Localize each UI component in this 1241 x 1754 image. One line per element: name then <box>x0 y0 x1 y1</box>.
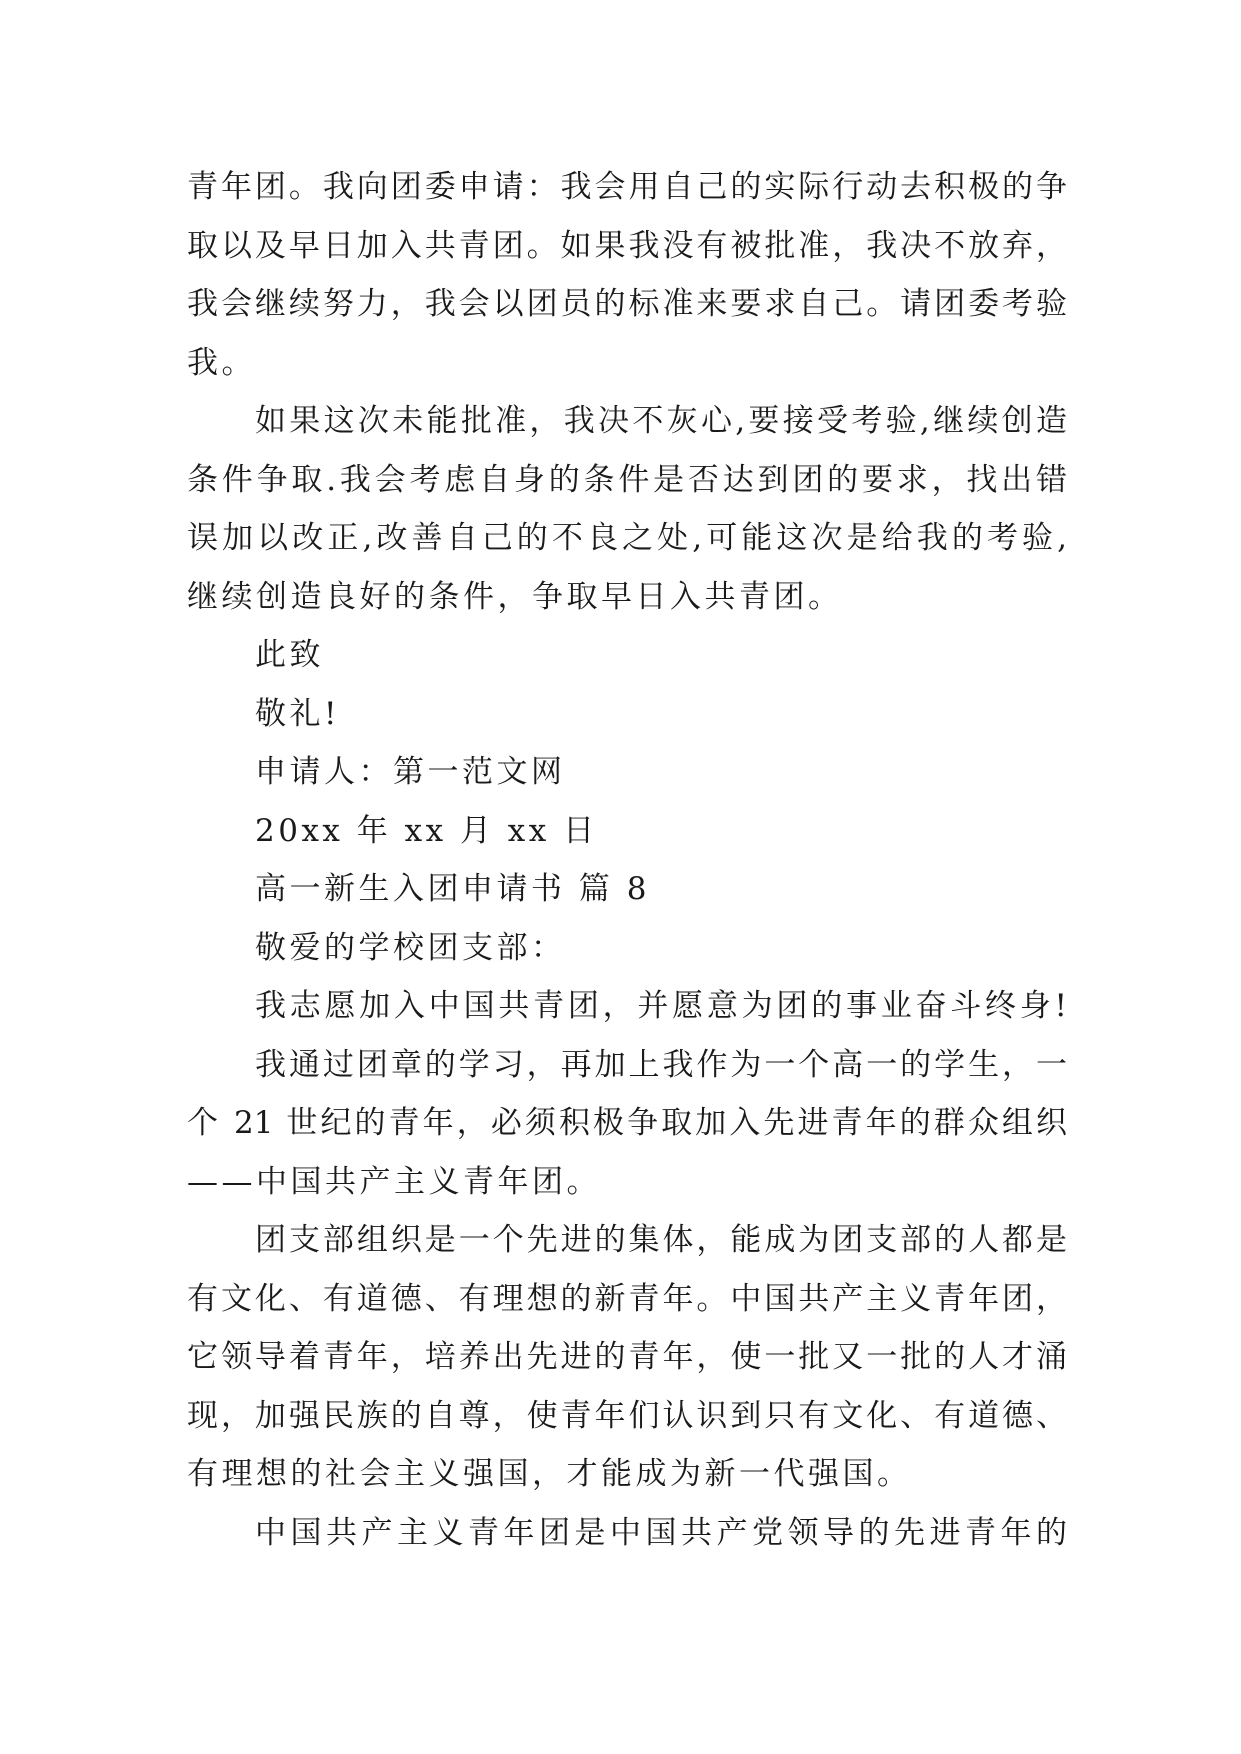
text-line: 此致 <box>255 637 324 673</box>
text-line: 敬礼! <box>255 695 340 732</box>
text-line: 申请人：第一范文网 <box>255 754 566 790</box>
text-line: 它领导着青年，培养出先进的青年，使一批又一批的人才涌 <box>187 1339 1067 1375</box>
text-line: 青年团。我向团委申请：我会用自己的实际行动去积极的争 <box>187 169 1067 205</box>
text-line: 如果这次未能批准，我决不灰心,要接受考验,继续创造 <box>255 403 1067 439</box>
text-line: 有理想的社会主义强国，才能成为新一代强国。 <box>187 1456 912 1492</box>
text-line: 个 21 世纪的青年，必须积极争取加入先进青年的群众组织 <box>187 1105 1067 1141</box>
text-line: 高一新生入团申请书 篇 8 <box>255 871 650 907</box>
text-line: 我会继续努力，我会以团员的标准来要求自己。请团委考验 <box>187 286 1067 322</box>
text-line: 我志愿加入中国共青团，并愿意为团的事业奋斗终身! <box>255 988 1067 1024</box>
text-line: 继续创造良好的条件，争取早日入共青团。 <box>187 578 843 615</box>
text-line: 敬爱的学校团支部： <box>255 929 566 966</box>
text-line: 条件争取.我会考虑自身的条件是否达到团的要求，找出错 <box>187 461 1067 498</box>
text-line: 现，加强民族的自尊，使青年们认识到只有文化、有道德、 <box>187 1397 1067 1434</box>
text-line: 我。 <box>187 344 256 381</box>
document-body <box>187 158 1067 1562</box>
text-line: 中国共产主义青年团是中国共产党领导的先进青年的 <box>255 1514 1067 1551</box>
text-line: 误加以改正,改善自己的不良之处,可能这次是给我的考验, <box>187 520 1067 556</box>
text-line: 有文化、有道德、有理想的新青年。中国共产主义青年团， <box>187 1280 1067 1317</box>
text-line: 我通过团章的学习，再加上我作为一个高一的学生，一 <box>255 1046 1067 1083</box>
text-line: ——中国共产主义青年团。 <box>187 1163 601 1200</box>
text-line: 取以及早日加入共青团。如果我没有被批准，我决不放弃， <box>187 227 1067 264</box>
text-line: 团支部组织是一个先进的集体，能成为团支部的人都是 <box>255 1222 1067 1258</box>
text-line: 20xx 年 xx 月 xx 日 <box>255 812 598 849</box>
